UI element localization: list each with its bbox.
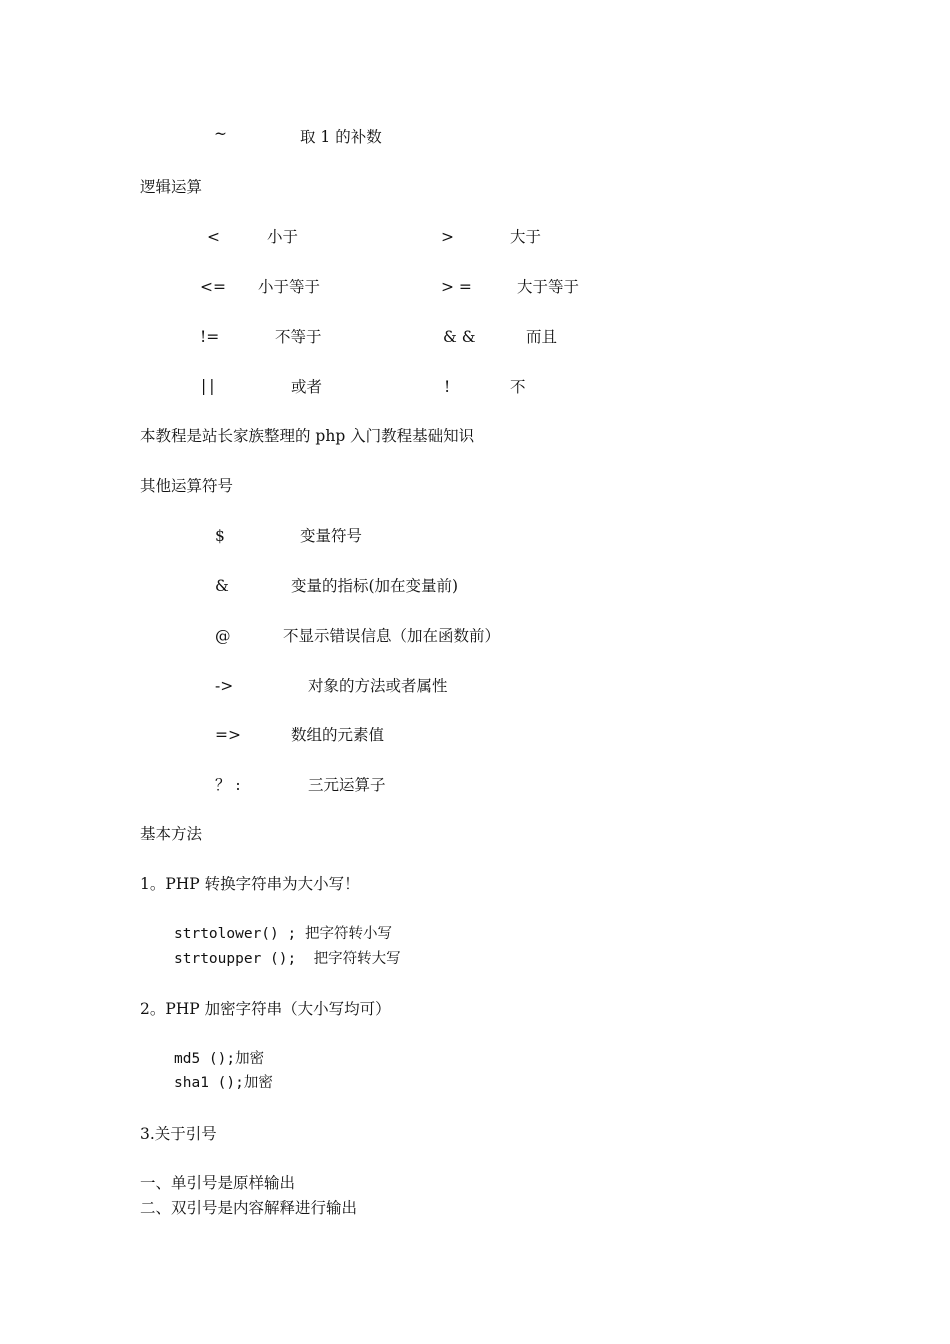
tilde-description: 取 1 的补数 — [300, 128, 382, 146]
item1-line2: strtoupper (); 把字符转大写 — [174, 951, 401, 967]
logic-description: 小于等于 — [258, 278, 321, 296]
logic-symbol: > = — [441, 278, 472, 296]
logic-description: 小于 — [267, 228, 299, 246]
tutorial-note: 本教程是站长家族整理的 php 入门教程基础知识 — [140, 427, 475, 445]
logic-symbol: & & — [443, 328, 476, 346]
logic-symbol: || — [201, 377, 218, 395]
item2-line1: md5 ();加密 — [174, 1051, 265, 1067]
operator-symbol: => — [215, 726, 241, 744]
logic-description: 或者 — [291, 378, 323, 396]
logic-symbol: <= — [200, 278, 226, 296]
operator-description: 不显示错误信息（加在函数前） — [283, 627, 501, 645]
item3-line1: 一、单引号是原样输出 — [140, 1174, 296, 1192]
operator-description: 变量符号 — [300, 527, 363, 545]
item2-title: 2。PHP 加密字符串（大小写均可） — [140, 1000, 391, 1018]
operator-symbol: ？ : — [215, 776, 241, 794]
logic-description: 不等于 — [275, 328, 322, 346]
logic-description: 大于 — [510, 228, 542, 246]
item2-line2: sha1 ();加密 — [174, 1075, 273, 1091]
logic-description: 不 — [510, 378, 526, 396]
operator-symbol: & — [215, 577, 229, 595]
basic-methods-heading: 基本方法 — [140, 825, 203, 843]
logic-symbol: > — [441, 228, 454, 246]
operator-symbol: $ — [215, 527, 225, 545]
logic-heading: 逻辑运算 — [140, 178, 203, 196]
operator-description: 数组的元素值 — [291, 726, 385, 744]
operator-symbol: -> — [215, 677, 234, 695]
logic-description: 而且 — [526, 328, 558, 346]
operator-description: 对象的方法或者属性 — [308, 677, 448, 695]
item1-line1: strtolower() ; 把字符转小写 — [174, 926, 392, 942]
logic-symbol: != — [200, 328, 220, 346]
tilde-symbol: ~ — [214, 125, 227, 143]
operator-description: 三元运算子 — [308, 776, 386, 794]
item3-title: 3.关于引号 — [140, 1125, 217, 1143]
logic-symbol: ! — [444, 378, 451, 396]
other-operators-heading: 其他运算符号 — [140, 477, 234, 495]
item1-title: 1。PHP 转换字符串为大小写！ — [140, 875, 360, 893]
logic-description: 大于等于 — [517, 278, 580, 296]
logic-symbol: < — [207, 228, 220, 246]
item3-line2: 二、双引号是内容解释进行输出 — [140, 1199, 358, 1217]
operator-description: 变量的指标(加在变量前) — [291, 577, 459, 595]
operator-symbol: @ — [215, 627, 231, 645]
